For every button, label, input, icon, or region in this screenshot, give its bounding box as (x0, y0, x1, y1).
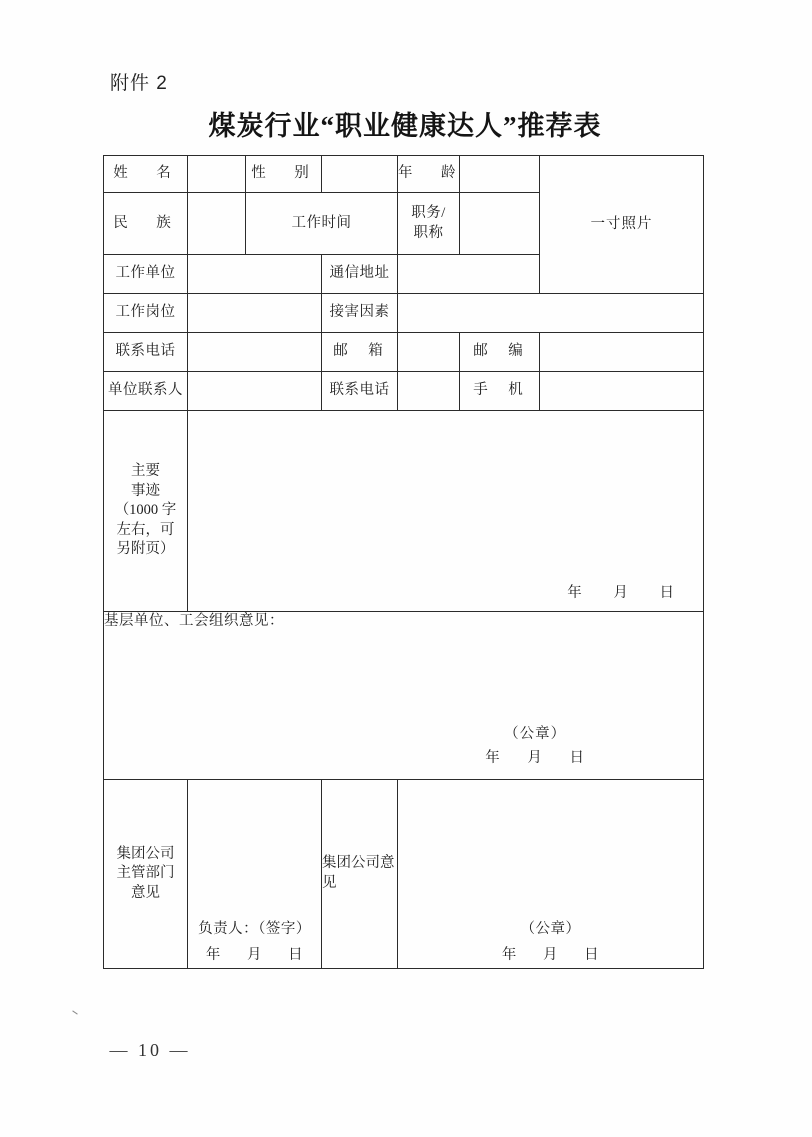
unit-contact-label: 单位联系人 (104, 372, 188, 411)
phone-value[interactable] (188, 333, 322, 372)
page-number: — 10 — (109, 1040, 191, 1060)
dept-opinion-label-line3: 意见 (131, 884, 160, 901)
recommendation-form-table (103, 155, 704, 969)
dept-date-month: 月 (247, 946, 262, 963)
page-title: 煤炭行业“职业健康达人”推荐表 (208, 111, 602, 141)
ethnicity-value[interactable] (188, 193, 246, 255)
table-row (104, 156, 704, 193)
deeds-label-line1: 主要 (131, 463, 160, 480)
mobile-value[interactable] (540, 372, 704, 411)
gender-value[interactable] (322, 156, 398, 193)
phone-label: 联系电话 (104, 333, 188, 372)
dept-signer-label: 负责人：（签字） (198, 921, 311, 938)
table-row (104, 780, 704, 969)
table-row (104, 294, 704, 333)
dept-opinion-label-line2: 主管部门 (116, 865, 175, 882)
position-label-line1: 职务/ (411, 204, 446, 221)
email-value[interactable] (398, 333, 460, 372)
address-label: 通信地址 (322, 255, 398, 294)
dept-date-year: 年 (205, 946, 221, 963)
group-seal-block (398, 917, 703, 968)
age-value[interactable] (460, 156, 540, 193)
grassroots-seal-label: （公章） (504, 725, 567, 742)
group-date-year: 年 (501, 946, 517, 963)
work-time-label: 工作时间 (246, 193, 398, 255)
deeds-content-area[interactable] (188, 411, 704, 612)
deeds-label-line4: 左右，可 (116, 521, 175, 538)
hazard-label: 接害因素 (322, 294, 398, 333)
position-label-line2: 职称 (413, 224, 444, 241)
name-label: 姓 名 (104, 156, 188, 193)
scan-speck (72, 1010, 77, 1014)
dept-opinion-label-line1: 集团公司 (116, 845, 175, 862)
postcode-value[interactable] (540, 333, 704, 372)
age-label: 年 龄 (398, 156, 460, 193)
contact-phone-label: 联系电话 (322, 372, 398, 411)
job-post-label: 工作岗位 (104, 294, 188, 333)
mobile-label: 手 机 (460, 372, 540, 411)
photo-placeholder[interactable]: 一寸照片 (540, 156, 704, 294)
deeds-label (104, 411, 188, 612)
postcode-label: 邮 编 (460, 333, 540, 372)
position-label (398, 193, 460, 255)
job-post-value[interactable] (188, 294, 322, 333)
dept-opinion-content[interactable] (188, 780, 322, 969)
dept-date-day: 日 (288, 946, 304, 963)
email-label: 邮 箱 (322, 333, 398, 372)
table-row (104, 372, 704, 411)
deeds-date-day: 日 (659, 585, 675, 602)
dept-sign-block (188, 917, 321, 968)
grassroots-date-line (485, 746, 585, 771)
contact-phone-value[interactable] (398, 372, 460, 411)
grassroots-date-year: 年 (485, 750, 501, 767)
hazard-value[interactable] (398, 294, 704, 333)
grassroots-date-month: 月 (527, 750, 543, 767)
gender-label: 性 别 (246, 156, 322, 193)
work-unit-label: 工作单位 (104, 255, 188, 294)
group-opinion-content[interactable] (398, 780, 704, 969)
ethnicity-label: 民 族 (104, 193, 188, 255)
name-value[interactable] (188, 156, 246, 193)
deeds-date-year: 年 (567, 585, 583, 602)
group-opinion-label: 集团公司意见 (322, 780, 398, 969)
grassroots-opinion-cell[interactable] (104, 612, 704, 780)
group-date-month: 月 (543, 946, 558, 963)
attachment-label: 附件 2 (110, 73, 168, 94)
group-date-day: 日 (584, 946, 600, 963)
group-seal-label: （公章） (520, 921, 581, 938)
table-row (104, 333, 704, 372)
address-value[interactable] (398, 255, 540, 294)
deeds-label-line2: 事迹 (131, 482, 160, 499)
deeds-date-month: 月 (613, 585, 629, 602)
grassroots-date-day: 日 (569, 750, 585, 767)
grassroots-opinion-title: 基层单位、工会组织意见： (104, 613, 284, 629)
deeds-label-line3: （1000 字 (114, 502, 177, 519)
dept-opinion-label (104, 780, 188, 969)
position-value[interactable] (460, 193, 540, 255)
dept-date-line (188, 943, 321, 968)
unit-contact-value[interactable] (188, 372, 322, 411)
deeds-label-line5: 另附页） (116, 541, 175, 558)
group-date-line (398, 943, 703, 968)
grassroots-seal-block (485, 722, 585, 771)
work-unit-value[interactable] (188, 255, 322, 294)
table-row (104, 612, 704, 780)
table-row (104, 411, 704, 612)
deeds-date-line (188, 584, 703, 611)
